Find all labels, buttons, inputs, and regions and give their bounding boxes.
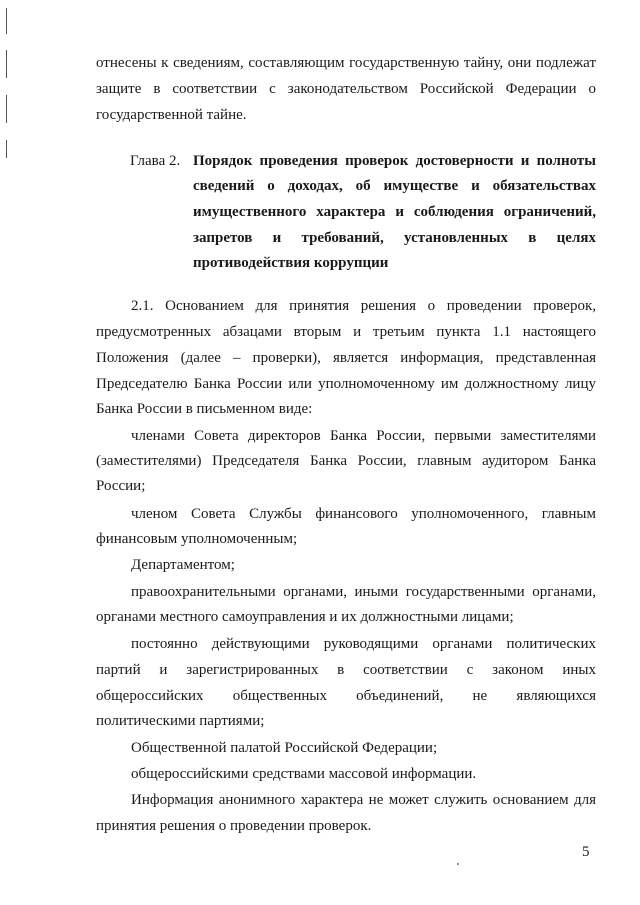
page-number: 5 — [582, 844, 590, 860]
list-item-4-line-2: органами местного самоуправления и их должностными лицами; — [96, 609, 514, 625]
top-paragraph-line-1: отнесены к сведениям, составляющим государственную тайну, они подлежат — [96, 55, 596, 71]
chapter-title-line-1: Порядок проведения проверок достоверности и полноты — [193, 153, 596, 169]
list-item-7-line-1: общероссийскими средствами массовой информации. — [131, 766, 477, 782]
list-item-5-line-4: политическими партиями; — [96, 713, 265, 729]
list-item-3-line-1: Департаментом; — [131, 557, 235, 573]
scan-mark-1 — [6, 8, 7, 34]
section-2-1-line-2: предусмотренных абзацами вторым и третьим пункта 1.1 настоящего — [96, 324, 596, 340]
chapter-title-line-3: имущественного характера и соблюдения ограничений, — [193, 204, 596, 220]
scan-mark-4 — [6, 140, 7, 158]
list-item-1-line-1: членами Совета директоров Банка России, первыми заместителями — [131, 428, 596, 444]
chapter-title-line-2: сведений о доходах, об имуществе и обязательствах — [193, 178, 596, 194]
section-2-1-line-3: Положения (далее – проверки), является информация, представленная — [96, 350, 596, 366]
scan-dot — [457, 863, 459, 865]
list-item-5-line-3: общероссийских общественных объединений, не являющихся — [96, 688, 596, 704]
top-paragraph-line-2: защите в соответствии с законодательством Российской Федерации о — [96, 81, 596, 97]
list-item-1-line-3: России; — [96, 478, 146, 494]
list-item-5-line-1: постоянно действующими руководящими органами политических — [131, 636, 596, 652]
list-item-5-line-2: партий и зарегистрированных в соответствии с законом иных — [96, 662, 596, 678]
closing-paragraph-line-2: принятия решения о проведении проверок. — [96, 818, 372, 834]
section-2-1-line-1: 2.1. Основанием для принятия решения о проведении проверок, — [131, 298, 596, 314]
list-item-2-line-1: членом Совета Службы финансового уполномоченного, главным — [131, 506, 596, 522]
list-item-2-line-2: финансовым уполномоченным; — [96, 531, 298, 547]
chapter-label: Глава 2. — [130, 153, 181, 169]
list-item-4-line-1: правоохранительными органами, иными государственными органами, — [131, 584, 596, 600]
section-2-1-line-5: Банка России в письменном виде: — [96, 401, 313, 417]
scan-mark-3 — [6, 95, 7, 123]
scan-mark-2 — [6, 50, 7, 78]
chapter-title-line-5: противодействия коррупции — [193, 255, 389, 271]
section-2-1-line-4: Председателю Банка России или уполномоченному им должностному лицу — [96, 376, 596, 392]
top-paragraph-line-3: государственной тайне. — [96, 107, 247, 123]
chapter-title-line-4: запретов и требований, установленных в целях — [193, 230, 596, 246]
closing-paragraph-line-1: Информация анонимного характера не может служить основанием для — [131, 792, 596, 808]
list-item-6-line-1: Общественной палатой Российской Федерации; — [131, 740, 438, 756]
list-item-1-line-2: (заместителями) Председателя Банка России, главным аудитором Банка — [96, 453, 596, 469]
